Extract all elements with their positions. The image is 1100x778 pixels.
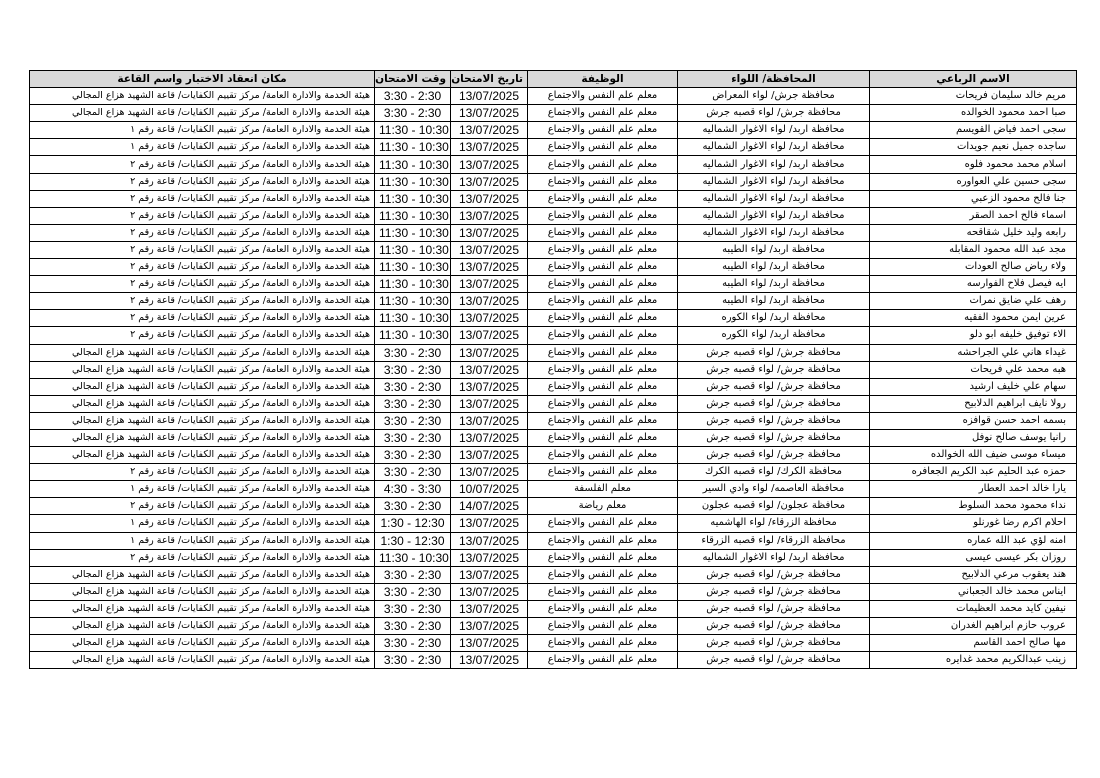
cell-exam-date: 13/07/2025 [451, 88, 528, 105]
cell-job: معلم علم النفس والاجتماع [528, 122, 678, 139]
cell-governorate: محافظة اربد/ لواء الكوره [678, 327, 870, 344]
table-row [30, 122, 1077, 139]
cell-exam-place: هيئة الخدمة والادارة العامة/ مركز تقييم الكفايات/ قاعة رقم ٢ [30, 156, 375, 173]
cell-name: ايه فيصل فلاح الفوارسه [870, 276, 1077, 293]
cell-name: نداء محمود محمد السلوط [870, 498, 1077, 515]
table-row [30, 190, 1077, 207]
cell-exam-time: 3:30 - 2:30 [375, 88, 451, 105]
table-row [30, 361, 1077, 378]
table-row [30, 344, 1077, 361]
cell-exam-time: 3:30 - 2:30 [375, 600, 451, 617]
cell-job: معلم علم النفس والاجتماع [528, 139, 678, 156]
cell-exam-date: 13/07/2025 [451, 310, 528, 327]
table-row [30, 207, 1077, 224]
table-row [30, 310, 1077, 327]
cell-exam-time: 3:30 - 2:30 [375, 105, 451, 122]
cell-job: معلم علم النفس والاجتماع [528, 327, 678, 344]
cell-governorate: محافظة جرش/ لواء قصبه جرش [678, 583, 870, 600]
cell-exam-date: 13/07/2025 [451, 139, 528, 156]
cell-job: معلم علم النفس والاجتماع [528, 566, 678, 583]
cell-name: ساجده جميل نعيم جويدات [870, 139, 1077, 156]
exam-schedule-sheet [29, 70, 1076, 669]
cell-exam-date: 13/07/2025 [451, 156, 528, 173]
cell-exam-time: 11:30 - 10:30 [375, 310, 451, 327]
cell-exam-place: هيئة الخدمة والادارة العامة/ مركز تقييم الكفايات/ قاعة الشهيد هزاع المجالي [30, 344, 375, 361]
cell-exam-place: هيئة الخدمة والادارة العامة/ مركز تقييم الكفايات/ قاعة رقم ٢ [30, 498, 375, 515]
cell-exam-place: هيئة الخدمة والادارة العامة/ مركز تقييم الكفايات/ قاعة رقم ٢ [30, 241, 375, 258]
cell-exam-time: 3:30 - 2:30 [375, 498, 451, 515]
cell-name: ايناس محمد خالد الجعباني [870, 583, 1077, 600]
cell-job: معلم علم النفس والاجتماع [528, 344, 678, 361]
cell-name: يارا خالد احمد العطار [870, 481, 1077, 498]
table-row [30, 549, 1077, 566]
cell-name: روزان بكر عيسى عيسى [870, 549, 1077, 566]
cell-job: معلم علم النفس والاجتماع [528, 652, 678, 669]
cell-exam-date: 13/07/2025 [451, 105, 528, 122]
cell-exam-place: هيئة الخدمة والادارة العامة/ مركز تقييم الكفايات/ قاعة الشهيد هزاع المجالي [30, 88, 375, 105]
cell-name: مها صالح احمد القاسم [870, 635, 1077, 652]
cell-governorate: محافظة اربد/ لواء الطيبه [678, 241, 870, 258]
cell-exam-date: 13/07/2025 [451, 583, 528, 600]
table-row [30, 464, 1077, 481]
cell-exam-time: 3:30 - 2:30 [375, 378, 451, 395]
cell-governorate: محافظة اربد/ لواء الاغوار الشماليه [678, 139, 870, 156]
cell-exam-date: 13/07/2025 [451, 241, 528, 258]
cell-job: معلم علم النفس والاجتماع [528, 618, 678, 635]
cell-job: معلم علم النفس والاجتماع [528, 241, 678, 258]
cell-exam-time: 3:30 - 2:30 [375, 635, 451, 652]
cell-exam-date: 13/07/2025 [451, 207, 528, 224]
cell-name: جنا فالح محمود الزعبي [870, 190, 1077, 207]
cell-exam-date: 13/07/2025 [451, 344, 528, 361]
cell-exam-place: هيئة الخدمة والادارة العامة/ مركز تقييم الكفايات/ قاعة الشهيد هزاع المجالي [30, 447, 375, 464]
table-row [30, 156, 1077, 173]
cell-job: معلم علم النفس والاجتماع [528, 549, 678, 566]
cell-exam-place: هيئة الخدمة والادارة العامة/ مركز تقييم الكفايات/ قاعة رقم ٢ [30, 293, 375, 310]
cell-governorate: محافظة اربد/ لواء الطيبه [678, 293, 870, 310]
cell-exam-time: 11:30 - 10:30 [375, 327, 451, 344]
cell-governorate: محافظة اربد/ لواء الاغوار الشماليه [678, 224, 870, 241]
table-row [30, 173, 1077, 190]
cell-job: معلم علم النفس والاجتماع [528, 173, 678, 190]
cell-name: رانيا يوسف صالح نوفل [870, 429, 1077, 446]
cell-governorate: محافظة جرش/ لواء قصبه جرش [678, 600, 870, 617]
table-row [30, 224, 1077, 241]
cell-exam-place: هيئة الخدمة والادارة العامة/ مركز تقييم الكفايات/ قاعة الشهيد هزاع المجالي [30, 412, 375, 429]
cell-name: بسمه احمد حسن قوافزه [870, 412, 1077, 429]
cell-exam-time: 3:30 - 2:30 [375, 361, 451, 378]
cell-exam-date: 13/07/2025 [451, 549, 528, 566]
cell-exam-place: هيئة الخدمة والادارة العامة/ مركز تقييم الكفايات/ قاعة الشهيد هزاع المجالي [30, 566, 375, 583]
cell-exam-place: هيئة الخدمة والادارة العامة/ مركز تقييم الكفايات/ قاعة الشهيد هزاع المجالي [30, 105, 375, 122]
table-row [30, 515, 1077, 532]
header-exam-time: وقت الامتحان [375, 71, 451, 88]
cell-exam-place: هيئة الخدمة والادارة العامة/ مركز تقييم الكفايات/ قاعة الشهيد هزاع المجالي [30, 618, 375, 635]
cell-exam-time: 11:30 - 10:30 [375, 549, 451, 566]
cell-job: معلم علم النفس والاجتماع [528, 532, 678, 549]
cell-exam-date: 13/07/2025 [451, 618, 528, 635]
cell-governorate: محافظة اربد/ لواء الاغوار الشماليه [678, 156, 870, 173]
table-row [30, 241, 1077, 258]
cell-governorate: محافظة جرش/ لواء قصبه جرش [678, 412, 870, 429]
table-row [30, 618, 1077, 635]
cell-governorate: محافظة جرش/ لواء قصبه جرش [678, 447, 870, 464]
cell-exam-place: هيئة الخدمة والادارة العامة/ مركز تقييم الكفايات/ قاعة رقم ٢ [30, 190, 375, 207]
cell-name: اسلام محمد محمود فلوه [870, 156, 1077, 173]
cell-governorate: محافظة جرش/ لواء قصبه جرش [678, 429, 870, 446]
cell-exam-date: 13/07/2025 [451, 378, 528, 395]
cell-exam-time: 3:30 - 2:30 [375, 618, 451, 635]
cell-exam-place: هيئة الخدمة والادارة العامة/ مركز تقييم الكفايات/ قاعة رقم ٢ [30, 464, 375, 481]
cell-name: الاء توفيق خليفه ابو دلو [870, 327, 1077, 344]
cell-exam-date: 13/07/2025 [451, 276, 528, 293]
cell-exam-place: هيئة الخدمة والادارة العامة/ مركز تقييم الكفايات/ قاعة الشهيد هزاع المجالي [30, 378, 375, 395]
cell-exam-date: 13/07/2025 [451, 515, 528, 532]
table-row [30, 139, 1077, 156]
header-name: الاسم الرباعي [870, 71, 1077, 88]
cell-job: معلم علم النفس والاجتماع [528, 464, 678, 481]
table-row [30, 566, 1077, 583]
cell-exam-time: 11:30 - 10:30 [375, 259, 451, 276]
cell-exam-time: 11:30 - 10:30 [375, 122, 451, 139]
cell-name: غيداء هاني علي الجراحشه [870, 344, 1077, 361]
cell-governorate: محافظة جرش/ لواء قصبه جرش [678, 635, 870, 652]
table-body [30, 88, 1077, 669]
cell-governorate: محافظة اربد/ لواء الاغوار الشماليه [678, 173, 870, 190]
cell-exam-time: 3:30 - 2:30 [375, 429, 451, 446]
table-row [30, 259, 1077, 276]
cell-exam-date: 13/07/2025 [451, 464, 528, 481]
table-row [30, 532, 1077, 549]
cell-exam-time: 11:30 - 10:30 [375, 241, 451, 258]
cell-exam-date: 13/07/2025 [451, 190, 528, 207]
cell-name: عرين ايمن محمود الفقيه [870, 310, 1077, 327]
cell-exam-place: هيئة الخدمة والادارة العامة/ مركز تقييم الكفايات/ قاعة رقم ١ [30, 481, 375, 498]
cell-exam-date: 13/07/2025 [451, 429, 528, 446]
cell-exam-date: 13/07/2025 [451, 395, 528, 412]
table-row [30, 88, 1077, 105]
cell-exam-time: 11:30 - 10:30 [375, 293, 451, 310]
cell-exam-place: هيئة الخدمة والادارة العامة/ مركز تقييم الكفايات/ قاعة الشهيد هزاع المجالي [30, 600, 375, 617]
cell-job: معلم علم النفس والاجتماع [528, 635, 678, 652]
table-row [30, 412, 1077, 429]
cell-exam-time: 1:30 - 12:30 [375, 532, 451, 549]
cell-job: معلم علم النفس والاجتماع [528, 156, 678, 173]
cell-exam-date: 13/07/2025 [451, 532, 528, 549]
cell-name: ميساء موسى ضيف الله الخوالده [870, 447, 1077, 464]
cell-name: رهف علي ضايق نمرات [870, 293, 1077, 310]
cell-governorate: محافظة جرش/ لواء قصبه جرش [678, 378, 870, 395]
cell-name: رابعه وليد خليل شقاقحه [870, 224, 1077, 241]
cell-job: معلم علم النفس والاجتماع [528, 276, 678, 293]
cell-governorate: محافظة اربد/ لواء الطيبه [678, 259, 870, 276]
cell-exam-date: 13/07/2025 [451, 635, 528, 652]
table-row [30, 635, 1077, 652]
cell-name: امنه لؤي عبد الله عماره [870, 532, 1077, 549]
table-row [30, 447, 1077, 464]
cell-governorate: محافظة جرش/ لواء قصبه جرش [678, 566, 870, 583]
cell-exam-time: 3:30 - 2:30 [375, 583, 451, 600]
table-row [30, 429, 1077, 446]
cell-exam-place: هيئة الخدمة والادارة العامة/ مركز تقييم الكفايات/ قاعة الشهيد هزاع المجالي [30, 395, 375, 412]
cell-governorate: محافظة الزرقاء/ لواء قصبه الزرقاء [678, 532, 870, 549]
cell-exam-place: هيئة الخدمة والادارة العامة/ مركز تقييم الكفايات/ قاعة رقم ١ [30, 139, 375, 156]
cell-exam-time: 3:30 - 2:30 [375, 395, 451, 412]
cell-governorate: محافظة جرش/ لواء قصبه جرش [678, 395, 870, 412]
cell-exam-time: 11:30 - 10:30 [375, 173, 451, 190]
cell-exam-date: 13/07/2025 [451, 361, 528, 378]
cell-exam-date: 14/07/2025 [451, 498, 528, 515]
cell-governorate: محافظة جرش/ لواء قصبه جرش [678, 361, 870, 378]
cell-exam-date: 13/07/2025 [451, 447, 528, 464]
cell-exam-place: هيئة الخدمة والادارة العامة/ مركز تقييم الكفايات/ قاعة الشهيد هزاع المجالي [30, 635, 375, 652]
cell-exam-time: 3:30 - 2:30 [375, 412, 451, 429]
cell-name: مريم خالد سليمان فريحات [870, 88, 1077, 105]
cell-job: معلم علم النفس والاجتماع [528, 395, 678, 412]
cell-exam-place: هيئة الخدمة والادارة العامة/ مركز تقييم الكفايات/ قاعة رقم ٢ [30, 173, 375, 190]
table-row [30, 395, 1077, 412]
cell-job: معلم علم النفس والاجتماع [528, 293, 678, 310]
table-row [30, 481, 1077, 498]
cell-name: عروب حازم ابراهيم الغدران [870, 618, 1077, 635]
cell-exam-date: 10/07/2025 [451, 481, 528, 498]
cell-governorate: محافظة عجلون/ لواء قصبه عجلون [678, 498, 870, 515]
cell-exam-place: هيئة الخدمة والادارة العامة/ مركز تقييم الكفايات/ قاعة الشهيد هزاع المجالي [30, 583, 375, 600]
cell-governorate: محافظة جرش/ لواء قصبه جرش [678, 344, 870, 361]
header-exam-date: تاريخ الامتحان [451, 71, 528, 88]
cell-governorate: محافظة اربد/ لواء الاغوار الشماليه [678, 549, 870, 566]
cell-exam-time: 11:30 - 10:30 [375, 224, 451, 241]
cell-name: احلام اكرم رضا غورنلو [870, 515, 1077, 532]
cell-governorate: محافظة جرش/ لواء قصبه جرش [678, 105, 870, 122]
cell-job: معلم علم النفس والاجتماع [528, 310, 678, 327]
table-row [30, 378, 1077, 395]
cell-governorate: محافظة جرش/ لواء قصبه جرش [678, 618, 870, 635]
cell-name: سجى احمد فياض القويسم [870, 122, 1077, 139]
cell-exam-time: 3:30 - 2:30 [375, 652, 451, 669]
cell-job: معلم علم النفس والاجتماع [528, 259, 678, 276]
table-row [30, 293, 1077, 310]
cell-job: معلم علم النفس والاجتماع [528, 190, 678, 207]
cell-exam-date: 13/07/2025 [451, 293, 528, 310]
cell-name: سجى حسين علي العواوره [870, 173, 1077, 190]
cell-exam-time: 3:30 - 2:30 [375, 464, 451, 481]
cell-exam-date: 13/07/2025 [451, 652, 528, 669]
cell-job: معلم علم النفس والاجتماع [528, 105, 678, 122]
table-row [30, 600, 1077, 617]
cell-exam-place: هيئة الخدمة والادارة العامة/ مركز تقييم الكفايات/ قاعة الشهيد هزاع المجالي [30, 429, 375, 446]
cell-exam-place: هيئة الخدمة والادارة العامة/ مركز تقييم الكفايات/ قاعة رقم ٢ [30, 276, 375, 293]
cell-name: هند يعقوب مرعي الدلابيح [870, 566, 1077, 583]
cell-job: معلم علم النفس والاجتماع [528, 429, 678, 446]
cell-job: معلم علم النفس والاجتماع [528, 583, 678, 600]
table-header-row [30, 71, 1077, 88]
cell-governorate: محافظة جرش/ لواء المعراض [678, 88, 870, 105]
cell-exam-place: هيئة الخدمة والادارة العامة/ مركز تقييم الكفايات/ قاعة رقم ٢ [30, 259, 375, 276]
cell-exam-place: هيئة الخدمة والادارة العامة/ مركز تقييم الكفايات/ قاعة رقم ٢ [30, 224, 375, 241]
cell-name: مجد عبد الله محمود المقابله [870, 241, 1077, 258]
cell-job: معلم الفلسفة [528, 481, 678, 498]
cell-governorate: محافظة العاصمه/ لواء وادي السير [678, 481, 870, 498]
cell-job: معلم علم النفس والاجتماع [528, 600, 678, 617]
cell-governorate: محافظة الكرك/ لواء قصبه الكرك [678, 464, 870, 481]
cell-job: معلم علم النفس والاجتماع [528, 207, 678, 224]
cell-exam-time: 11:30 - 10:30 [375, 276, 451, 293]
cell-exam-date: 13/07/2025 [451, 412, 528, 429]
cell-exam-time: 3:30 - 2:30 [375, 344, 451, 361]
cell-exam-time: 11:30 - 10:30 [375, 139, 451, 156]
cell-job: معلم علم النفس والاجتماع [528, 88, 678, 105]
cell-governorate: محافظة اربد/ لواء الاغوار الشماليه [678, 190, 870, 207]
cell-exam-place: هيئة الخدمة والادارة العامة/ مركز تقييم الكفايات/ قاعة رقم ١ [30, 515, 375, 532]
header-governorate: المحافظة/ اللواء [678, 71, 870, 88]
cell-exam-date: 13/07/2025 [451, 600, 528, 617]
cell-job: معلم علم النفس والاجتماع [528, 515, 678, 532]
cell-governorate: محافظة اربد/ لواء الاغوار الشماليه [678, 122, 870, 139]
cell-governorate: محافظة جرش/ لواء قصبه جرش [678, 652, 870, 669]
cell-name: سهام علي خليف ارشيد [870, 378, 1077, 395]
cell-exam-time: 4:30 - 3:30 [375, 481, 451, 498]
cell-exam-time: 3:30 - 2:30 [375, 447, 451, 464]
cell-name: اسماء فالح احمد الصقر [870, 207, 1077, 224]
table-row [30, 327, 1077, 344]
cell-name: صبا احمد محمود الخوالده [870, 105, 1077, 122]
cell-exam-date: 13/07/2025 [451, 173, 528, 190]
cell-exam-place: هيئة الخدمة والادارة العامة/ مركز تقييم الكفايات/ قاعة الشهيد هزاع المجالي [30, 361, 375, 378]
cell-exam-place: هيئة الخدمة والادارة العامة/ مركز تقييم الكفايات/ قاعة رقم ١ [30, 122, 375, 139]
cell-name: نيفين كايد محمد العظيمات [870, 600, 1077, 617]
cell-exam-date: 13/07/2025 [451, 327, 528, 344]
cell-exam-place: هيئة الخدمة والادارة العامة/ مركز تقييم الكفايات/ قاعة رقم ٢ [30, 310, 375, 327]
cell-job: معلم علم النفس والاجتماع [528, 361, 678, 378]
table-row [30, 105, 1077, 122]
cell-job: معلم علم النفس والاجتماع [528, 224, 678, 241]
cell-governorate: محافظة اربد/ لواء الاغوار الشماليه [678, 207, 870, 224]
cell-name: هبه محمد علي فريحات [870, 361, 1077, 378]
cell-exam-date: 13/07/2025 [451, 122, 528, 139]
cell-exam-time: 11:30 - 10:30 [375, 207, 451, 224]
cell-job: معلم رياضة [528, 498, 678, 515]
cell-name: ولاء رياض صالح العودات [870, 259, 1077, 276]
cell-job: معلم علم النفس والاجتماع [528, 412, 678, 429]
cell-exam-date: 13/07/2025 [451, 566, 528, 583]
cell-governorate: محافظة اربد/ لواء الكوره [678, 310, 870, 327]
exam-schedule-table [29, 70, 1077, 669]
cell-job: معلم علم النفس والاجتماع [528, 447, 678, 464]
table-row [30, 652, 1077, 669]
table-row [30, 583, 1077, 600]
cell-name: حمزه عبد الحليم عبد الكريم الجعافره [870, 464, 1077, 481]
cell-governorate: محافظة الزرقاء/ لواء الهاشميه [678, 515, 870, 532]
header-exam-place: مكان انعقاد الاختبار واسم القاعة [30, 71, 375, 88]
cell-exam-date: 13/07/2025 [451, 259, 528, 276]
cell-exam-time: 3:30 - 2:30 [375, 566, 451, 583]
cell-exam-place: هيئة الخدمة والادارة العامة/ مركز تقييم الكفايات/ قاعة الشهيد هزاع المجالي [30, 652, 375, 669]
cell-exam-time: 1:30 - 12:30 [375, 515, 451, 532]
cell-exam-place: هيئة الخدمة والادارة العامة/ مركز تقييم الكفايات/ قاعة رقم ٢ [30, 327, 375, 344]
table-row [30, 276, 1077, 293]
cell-exam-time: 11:30 - 10:30 [375, 156, 451, 173]
table-row [30, 498, 1077, 515]
cell-name: رولا نايف ابراهيم الدلابيح [870, 395, 1077, 412]
cell-name: زينب عبدالكريم محمد غدايره [870, 652, 1077, 669]
cell-exam-time: 11:30 - 10:30 [375, 190, 451, 207]
cell-exam-date: 13/07/2025 [451, 224, 528, 241]
cell-exam-place: هيئة الخدمة والادارة العامة/ مركز تقييم الكفايات/ قاعة رقم ١ [30, 532, 375, 549]
cell-exam-place: هيئة الخدمة والادارة العامة/ مركز تقييم الكفايات/ قاعة رقم ٢ [30, 207, 375, 224]
cell-governorate: محافظة اربد/ لواء الطيبه [678, 276, 870, 293]
cell-job: معلم علم النفس والاجتماع [528, 378, 678, 395]
cell-exam-place: هيئة الخدمة والادارة العامة/ مركز تقييم الكفايات/ قاعة رقم ٢ [30, 549, 375, 566]
header-job: الوظيفة [528, 71, 678, 88]
